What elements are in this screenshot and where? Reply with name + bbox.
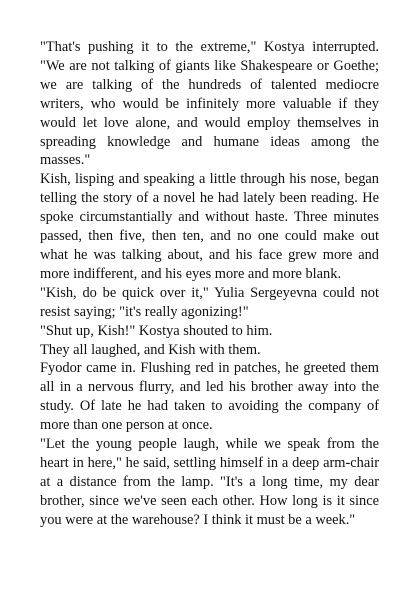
paragraph-yulia-remark: "Kish, do be quick over it," Yulia Sergeyevna could not resist saying; "it's really agonizing!"	[40, 284, 379, 320]
paragraph-fyodor-enters: Fyodor came in. Flushing red in patches, he greeted them all in a nervous flurry, and led his brother away into the study. Of late he had taken to avoiding the company of more than one person at once.	[40, 360, 379, 434]
paragraph-kostya-shout: "Shut up, Kish!" Kostya shouted to him.	[40, 322, 273, 339]
paragraph-kostya-interruption: "That's pushing it to the extreme," Kostya interrupted. "We are not talking of giants like Shakespeare or Goethe; we are talking of the hundreds of talented mediocre writers, who would be infinitely more valuable if they would let love alone, and would employ themselves in spreading knowledge and humane ideas among the masses."	[40, 39, 379, 169]
paragraph-laughter: They all laughed, and Kish with them.	[40, 341, 261, 358]
paragraph-fyodor-speaks: "Let the young people laugh, while we speak from the heart in here," he said, settling himself in a deep arm-chair at a distance from the lamp. "It's a long time, my dear brother, since we've seen each other. How long is it since you were at the warehouse? I think it must be a week."	[40, 436, 379, 528]
paragraph-kish-novel: Kish, lisping and speaking a little through his nose, began telling the story of a novel he had lately been reading. He spoke circumstantially and without haste. Three minutes passed, then five, then ten, and no one could make out what he was talking about, and his face grew more and more indifferent, and his eyes more and more blank.	[40, 171, 379, 282]
document-page	[40, 38, 379, 530]
